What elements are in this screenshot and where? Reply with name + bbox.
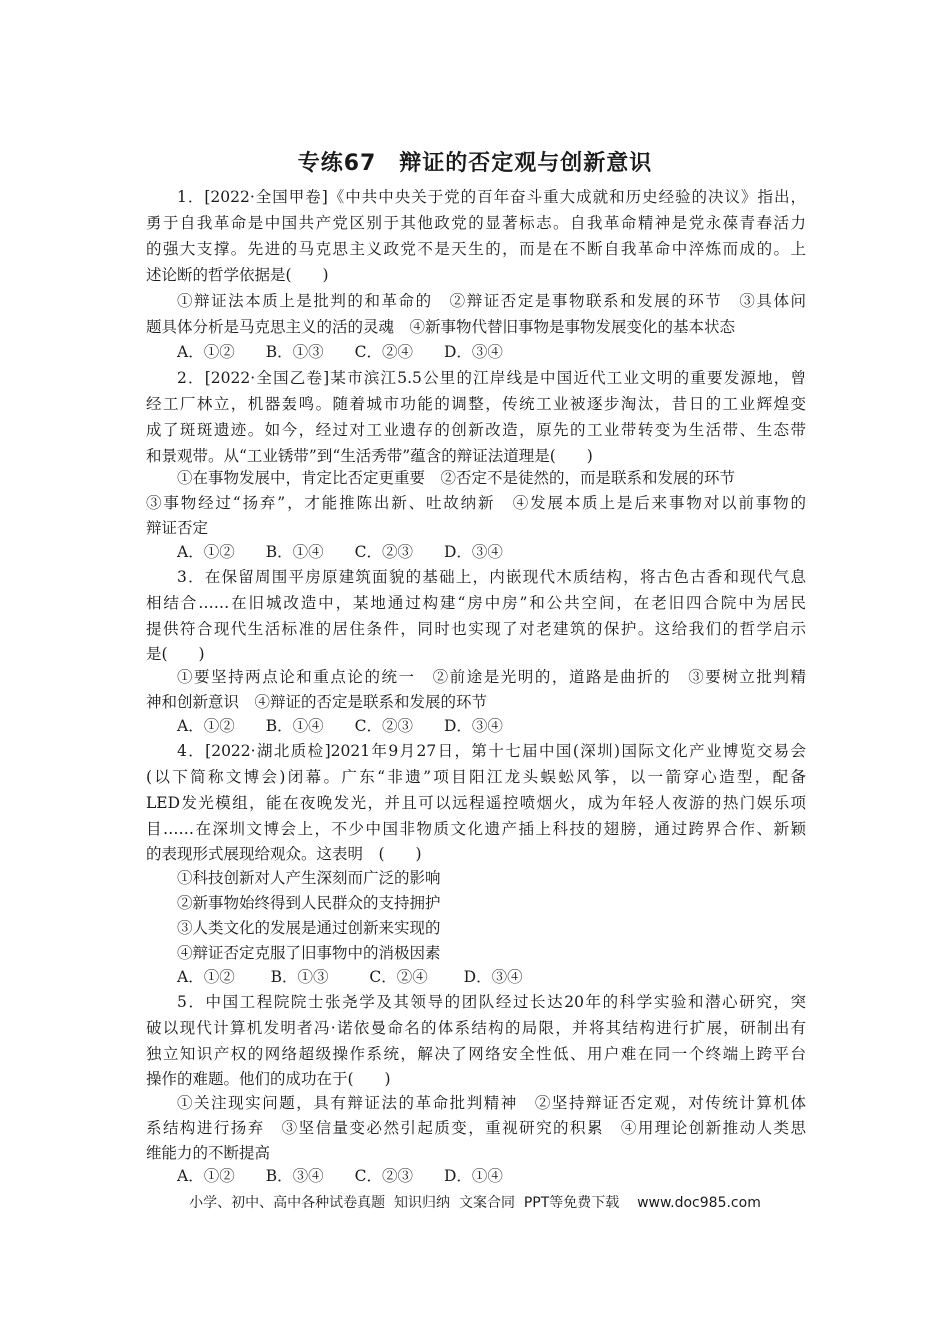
question-line: 经工厂林立，机器轰鸣。随着城市功能的调整，传统工业被逐步淘汰，昔日的工业辉煌变: [146, 395, 806, 413]
question-line: 3．在保留周围平房原建筑面貌的基础上，内嵌现代木质结构，将古色古香和现代气息: [177, 568, 806, 586]
question-line: 2．[2022·全国乙卷]某市滨江5.5公里的江岸线是中国近代工业文明的重要发源地，曾: [177, 369, 806, 387]
question-line: 5．中国工程院院士张尧学及其领导的团队经过长达20年的科学实验和潜心研究，突: [177, 993, 806, 1011]
footer-banner: 小学、初中、高中各种试卷真题 知识归纳 文案合同 PPT等免费下载 www.doc985.com: [189, 1195, 761, 1211]
question-line: 独立知识产权的网络超级操作系统，解决了网络安全性低、用户难在同一个终端上跨平台: [146, 1045, 806, 1063]
question-line: (以下简称文博会)闭幕。广东“非遗”项目阳江龙头蜈蚣风筝，以一箭穿心造型，配备: [146, 768, 806, 786]
page-title: 专练67 辩证的否定观与创新意识: [297, 151, 653, 176]
option-statement: ①科技创新对人产生深刻而广泛的影响: [177, 869, 441, 887]
statement-line: ③事物经过“扬弃”，才能推陈出新、吐故纳新 ④发展本质上是后来事物对以前事物的: [146, 494, 806, 512]
option-statement: ②新事物始终得到人民群众的支持拥护: [177, 894, 441, 912]
statement-line: ①要坚持两点论和重点论的统一 ②前途是光明的，道路是曲折的 ③要树立批判精: [177, 668, 806, 686]
question-line: 的表现形式展现给观众。这表明 ( ): [146, 845, 422, 863]
answer-choices: A．①② B．③④ C．②③ D．①④: [177, 1167, 503, 1185]
option-statement: ④辩证否定克服了旧事物中的消极因素: [177, 944, 441, 962]
answer-choices: A．①② B．①③ C．②④ D．③④: [177, 343, 503, 361]
question-line: 述论断的哲学依据是( ): [146, 266, 329, 284]
answer-choices: A．①② B．①④ C．②③ D．③④: [177, 543, 503, 561]
question-line: 的强大支撑。先进的马克思主义政党不是天生的，而是在不断自我革命中淬炼而成的。上: [146, 240, 806, 258]
question-line: 提供符合现代生活标准的居住条件，同时也实现了对老建筑的保护。这给我们的哲学启示: [146, 620, 806, 638]
answer-choices: A．①② B．①③ C．②④ D．③④: [177, 968, 523, 986]
question-line: 破以现代计算机发明者冯·诺依曼命名的体系结构的局限，并将其结构进行扩展，研制出有: [146, 1019, 806, 1037]
question-line: 和景观带。从“工业锈带”到“生活秀带”蕴含的辩证法道理是( ): [146, 447, 593, 465]
statement-line: 维能力的不断提高: [146, 1144, 271, 1162]
question-line: 成了斑斑遗迹。如今，经过对工业遗存的创新改造，原先的工业带转变为生活带、生态带: [146, 421, 806, 439]
question-line: 是( ): [146, 645, 205, 663]
question-line: 1．[2022·全国甲卷]《中共中央关于党的百年奋斗重大成就和历史经验的决议》指出，: [177, 188, 806, 206]
statement-line: ①在事物发展中，肯定比否定更重要 ②否定不是徒然的，而是联系和发展的环节: [177, 469, 736, 487]
question-line: 4．[2022·湖北质检]2021年9月27日，第十七届中国(深圳)国际文化产业博览交易会: [177, 742, 806, 760]
question-line: 相结合……在旧城改造中，某地通过构建“房中房”和公共空间，在老旧四合院中为居民: [146, 594, 806, 612]
question-line: 操作的难题。他们的成功在于( ): [146, 1070, 391, 1088]
statement-line: 系结构进行扬弃 ③坚信量变必然引起质变，重视研究的积累 ④用理论创新推动人类思: [146, 1119, 806, 1137]
answer-choices: A．①② B．①④ C．②③ D．③④: [177, 717, 503, 735]
statement-line: 题具体分析是马克思主义的活的灵魂 ④新事物代替旧事物是事物发展变化的基本状态: [146, 318, 736, 336]
statement-line: ①辩证法本质上是批判的和革命的 ②辩证否定是事物联系和发展的环节 ③具体问: [177, 292, 806, 310]
question-line: LED发光模组，能在夜晚发光，并且可以远程遥控喷烟火，成为年轻人夜游的热门娱乐项: [146, 794, 806, 812]
statement-line: 辩证否定: [146, 519, 209, 537]
question-line: 勇于自我革命是中国共产党区别于其他政党的显著标志。自我革命精神是党永葆青春活力: [146, 214, 806, 232]
question-line: 目……在深圳文博会上，不少中国非物质文化遗产插上科技的翅膀，通过跨界合作、新颖: [146, 820, 806, 838]
statement-line: ①关注现实问题，具有辩证法的革命批判精神 ②坚持辩证否定观，对传统计算机体: [177, 1094, 806, 1112]
statement-line: 神和创新意识 ④辩证的否定是联系和发展的环节: [146, 693, 488, 711]
option-statement: ③人类文化的发展是通过创新来实现的: [177, 919, 441, 937]
